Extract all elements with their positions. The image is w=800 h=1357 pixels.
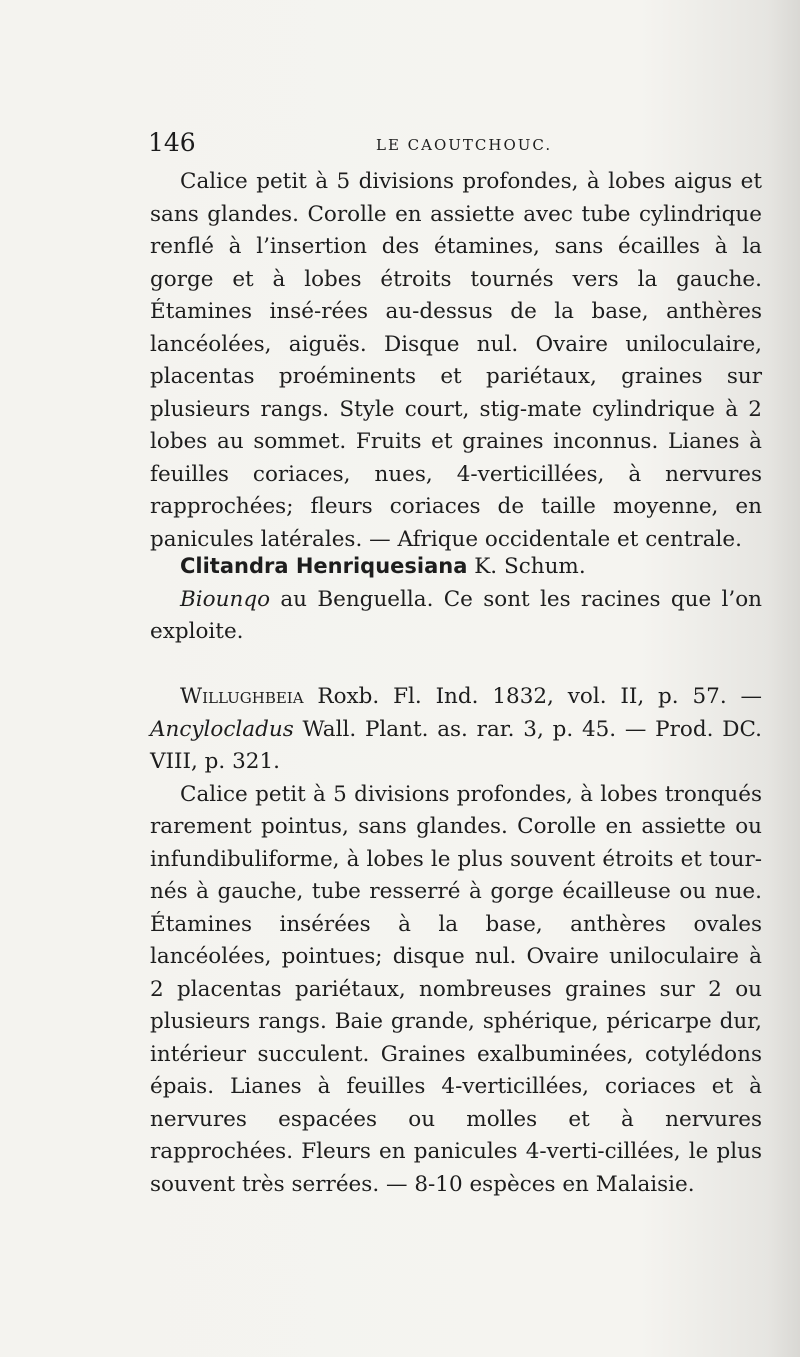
genus-description: Calice petit à 5 divisions profondes, à lobes tronqués rarement pointus, sans glandes. Corolle en assiette ou infundibuliforme, à lobes le plus souvent étroits et tour-nés à gauche, tube resserré à gorge écailleuse ou nue. Étamines insérées à la base, anthères ovales lancéolées, pointues; disque nul. Ovaire uniloculaire à 2 placentas pariétaux, nombreuses graines sur 2 ou plusieurs rangs. Baie grande, sphérique, péricarpe dur, intérieur succulent. Graines exalbuminées, cotylédons épais. Lianes à feuilles 4-verticillées, coriaces et à nervures espacées ou molles et à nervures rapprochées. Fleurs en panicules 4-verti-cillées, le plus souvent très serrées. — 8-10 espèces en Malaisie. [150,781,762,1197]
species-note-text: au Benguella. Ce sont les racines que l’on exploite. [150,586,762,644]
page-number: 146 [148,128,196,157]
page-header [148,128,768,162]
genus-entry [150,681,762,1201]
species-entry [150,550,762,649]
body-paragraph: Calice petit à 5 divisions profondes, à lobes aigus et sans glandes. Corolle en assiette avec tube cylindrique renflé à l’insertion des étamines, sans écailles à la gorge et à lobes étroits tournés vers la gauche. Étamines insé-rées au-dessus de la base, anthères lancéolées, aiguës. Disque nul. Ovaire uniloculaire, placentas proéminents et pariétaux, graines sur plusieurs rangs. Style court, stig-mate cylindrique à 2 lobes au sommet. Fruits et graines inconnus. Lianes à feuilles coriaces, nues, 4-verticillées, à nervures rapprochées; fleurs coriaces de taille moyenne, en panicules latérales. — Afrique occidentale et centrale. [150,169,762,552]
synonym-citation: Wall. Plant. as. rar. 3, p. 45. — Prod. DC. VIII, p. 321. [150,716,762,774]
genus-citation-text: Roxb. Fl. Ind. 1832, vol. II, p. 57. — [317,684,762,709]
species-heading [150,550,762,584]
species-name: Clitandra Henriquesiana [180,554,468,578]
running-head: LE CAOUTCHOUC. [376,136,553,154]
genus-citation [150,681,762,779]
genus-name: Willughbeia [180,684,304,709]
synonym-name: Ancylocladus [150,716,294,742]
genus-description-continued [150,166,762,556]
species-note [150,584,762,649]
species-author: K. Schum. [474,554,586,579]
vernacular-name: Biounqo [180,586,271,612]
